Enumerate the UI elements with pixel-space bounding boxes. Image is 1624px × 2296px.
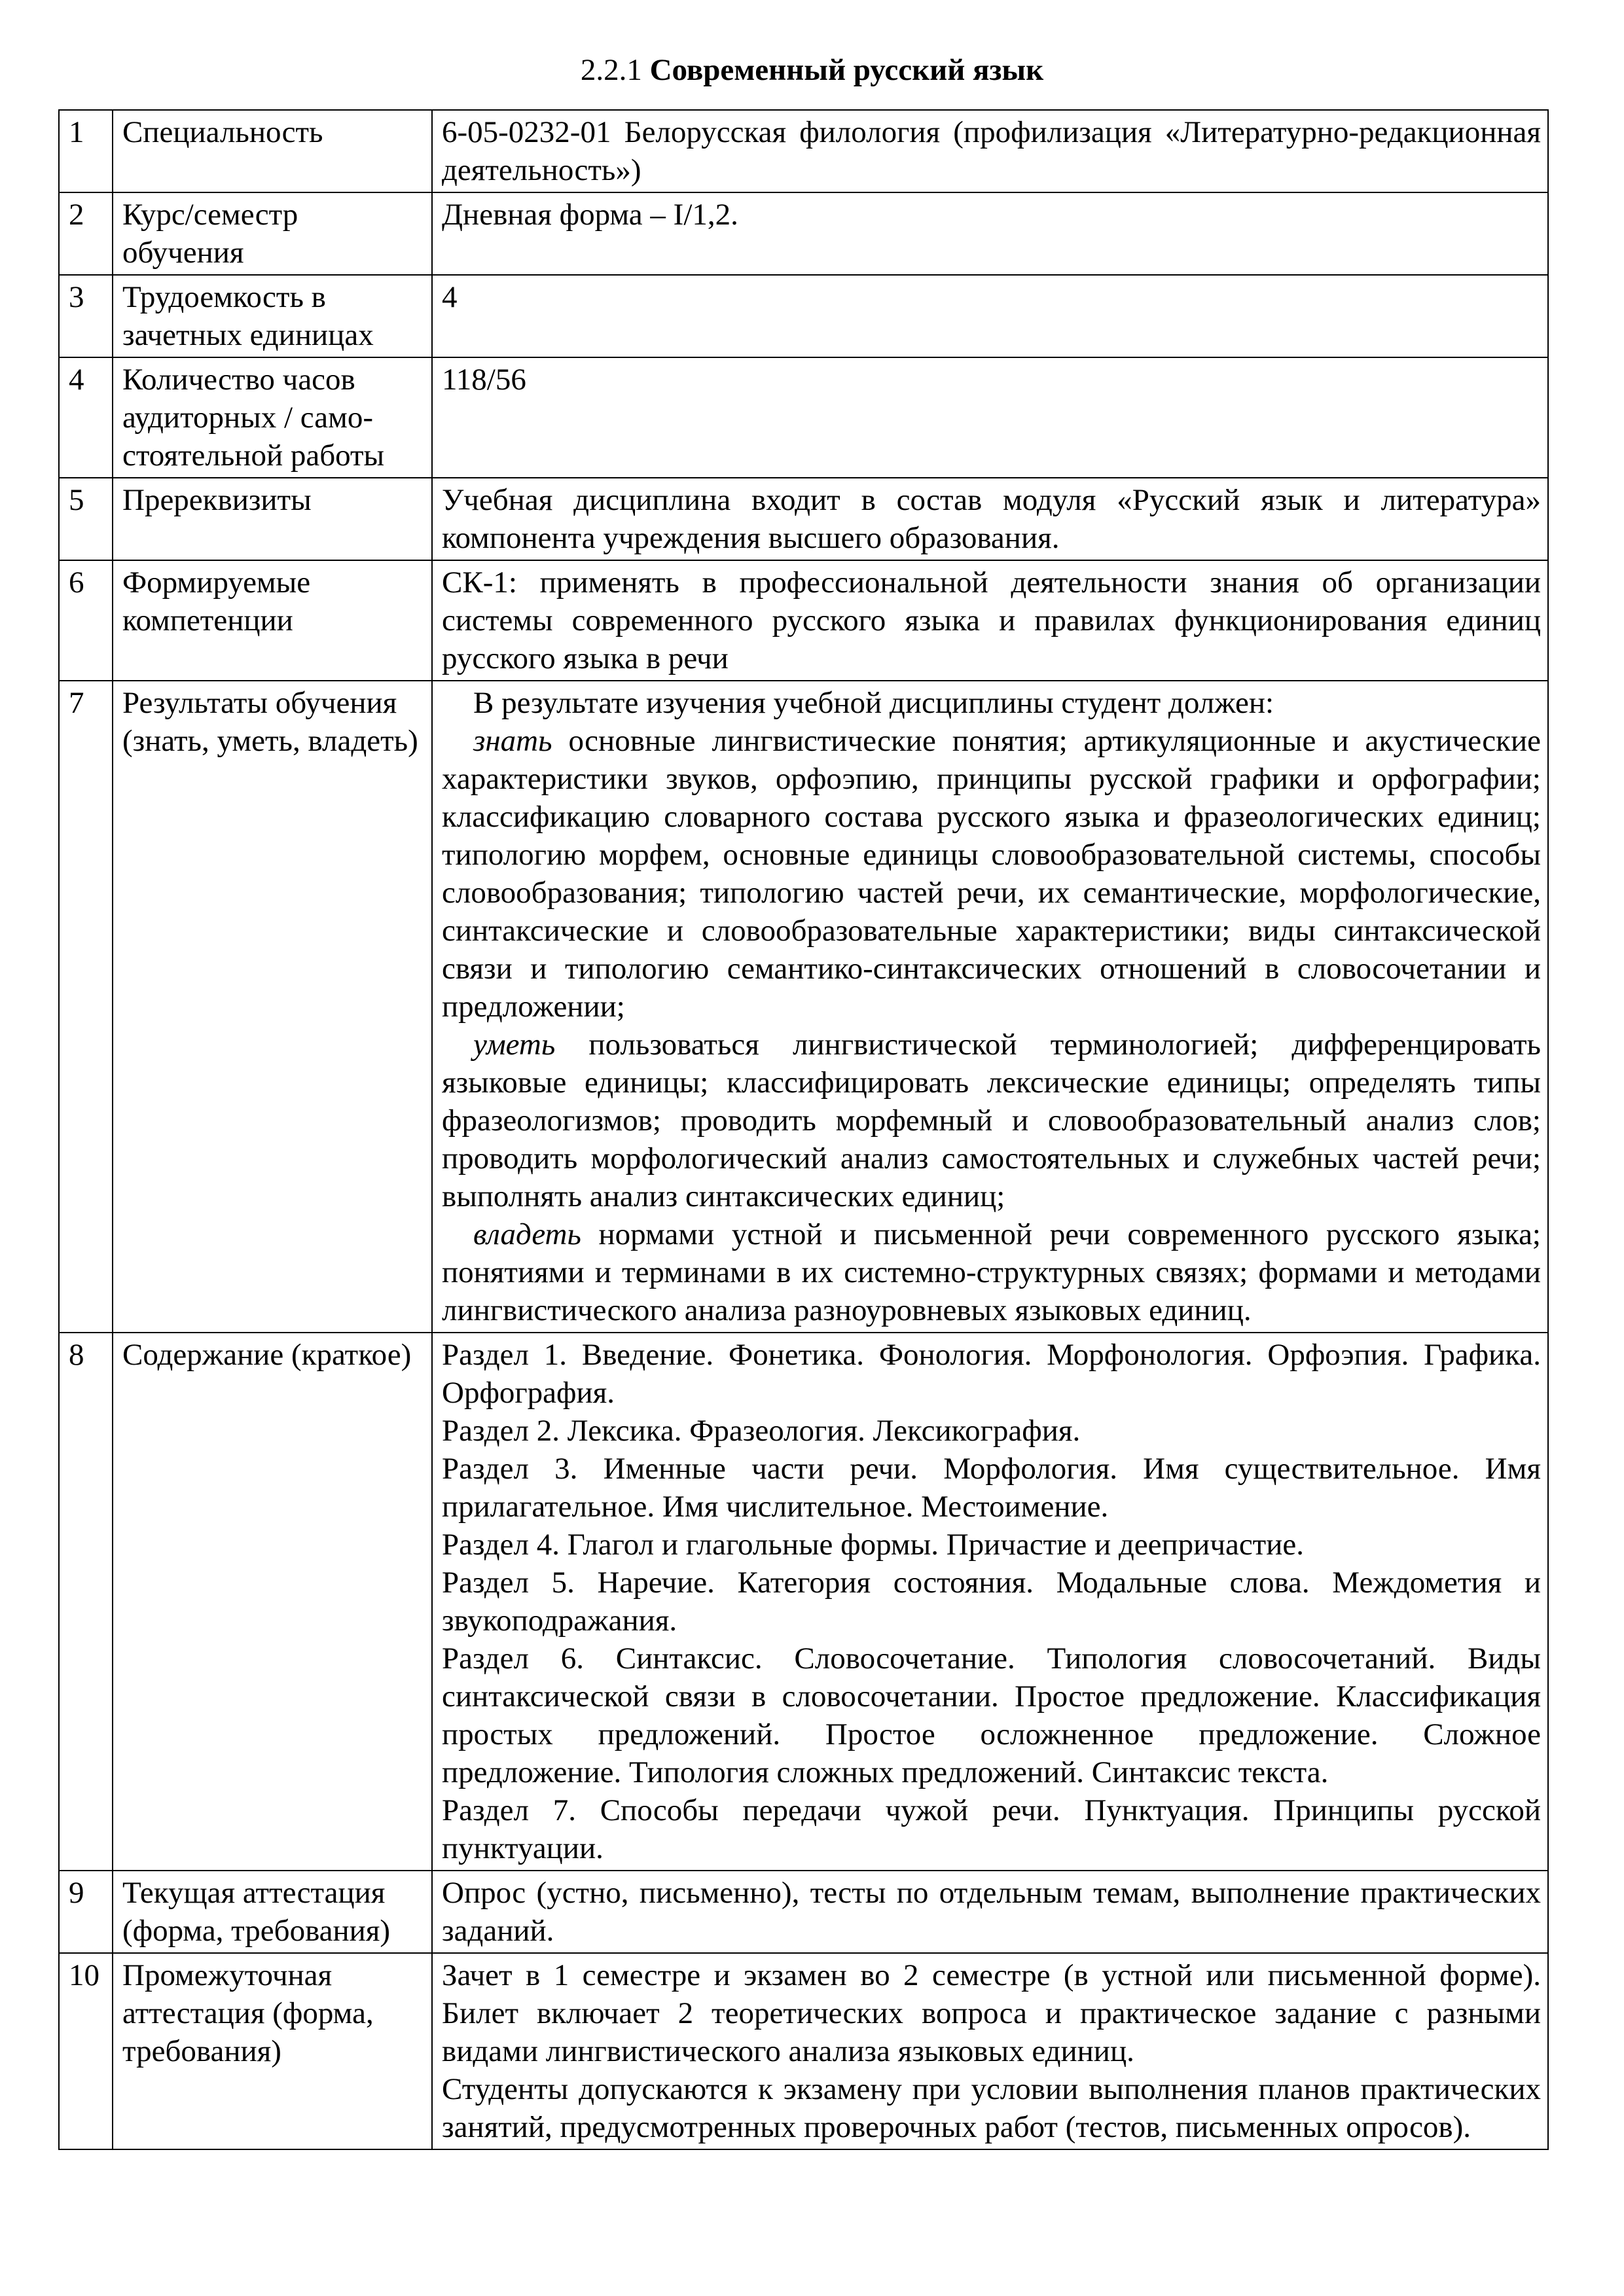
term-own: владеть xyxy=(473,1217,581,1251)
outcomes-own xyxy=(442,1215,1541,1329)
row-number: 4 xyxy=(59,357,113,478)
assessment-details xyxy=(432,1953,1548,2149)
row-content: 6-05-0232-01 Белорусская филология (профилизация «Литературно-редакционная деятельность») xyxy=(432,110,1548,192)
can-text: пользоваться лингвистической терминологией; дифференцировать языковые единицы; классифицировать лексические единицы; определять типы фразеологизмов; проводить морфемный и словообразовательный анализ слов; проводить морфологический анализ самостоятельных и служебных частей речи; выполнять анализ синтаксических единиц; xyxy=(442,1028,1541,1213)
row-label: Курс/семестр обучения xyxy=(113,192,432,275)
section-item: Раздел 1. Введение. Фонетика. Фонология. Морфонология. Орфоэпия. Графика. Орфография. xyxy=(442,1338,1541,1410)
learning-outcomes xyxy=(432,681,1548,1333)
outcomes-can xyxy=(442,1026,1541,1215)
term-can: уметь xyxy=(473,1028,556,1062)
table-row xyxy=(59,275,1548,357)
row-number: 9 xyxy=(59,1871,113,1953)
section-item: Раздел 6. Синтаксис. Словосочетание. Типология словосочетаний. Виды синтаксической связи в словосочетании. Простое предложение. Классификация простых предложений. Простое осложненное предложение. Сложное предложение. Типология сложных предложений. Синтаксис текста. xyxy=(442,1641,1541,1789)
section-item: Раздел 4. Глагол и глагольные формы. Причастие и деепричастие. xyxy=(442,1528,1304,1562)
term-know: знать xyxy=(473,724,552,758)
row-label: Трудоемкость в зачетных единицах xyxy=(113,275,432,357)
row-number: 6 xyxy=(59,560,113,681)
row-label: Промежуточная аттестация (форма, требования) xyxy=(113,1953,432,2149)
row-label: Формируемые компетенции xyxy=(113,560,432,681)
section-heading xyxy=(0,49,1624,91)
section-item: Раздел 5. Наречие. Категория состояния. Модальные слова. Междометия и звукоподражания. xyxy=(442,1566,1541,1638)
row-label: Количество часов аудиторных / само-стоятельной работы xyxy=(113,357,432,478)
section-item: Раздел 2. Лексика. Фразеология. Лексикография. xyxy=(442,1414,1081,1448)
table-row xyxy=(59,357,1548,478)
table-row xyxy=(59,478,1548,560)
row-label: Специальность xyxy=(113,110,432,192)
row-number: 3 xyxy=(59,275,113,357)
row-number: 1 xyxy=(59,110,113,192)
section-item: Раздел 3. Именные части речи. Морфология. Имя существительное. Имя прилагательное. Имя числительное. Местоимение. xyxy=(442,1452,1541,1524)
row-label: Текущая аттестация (форма, требования) xyxy=(113,1871,432,1953)
row-content: Опрос (устно, письменно), тесты по отдельным темам, выполнение практических заданий. xyxy=(432,1871,1548,1953)
row-content: Учебная дисциплина входит в состав модуля «Русский язык и литература» компонента учреждения высшего образования. xyxy=(432,478,1548,560)
table-row xyxy=(59,1871,1548,1953)
own-text: нормами устной и письменной речи современного русского языка; понятиями и терминами в их системно-структурных связях; формами и методами лингвистического анализа разноуровневых языковых единиц. xyxy=(442,1217,1541,1327)
table-row xyxy=(59,681,1548,1333)
row-number: 10 xyxy=(59,1953,113,2149)
assessment-paragraph: Зачет в 1 семестре и экзамен во 2 семестре (в устной или письменной форме). Билет включает 2 теоретических вопроса и практическое задание с разными видами лингвистического анализа языковых единиц. xyxy=(442,1958,1541,2068)
table-row xyxy=(59,1333,1548,1871)
row-number: 5 xyxy=(59,478,113,560)
row-label: Результаты обучения (знать, уметь, владеть) xyxy=(113,681,432,1333)
table-row xyxy=(59,192,1548,275)
know-text: основные лингвистические понятия; артикуляционные и акустические характеристики звуков, орфоэпию, принципы русской графики и орфографии; классификацию словарного состава русского языка и фразеологических единиц; типологию морфем, основные единицы словообразовательной системы, способы словообразования; типологию частей речи, их семантические, морфологические, синтаксические и словообразовательные характеристики; виды синтаксической связи и типологию семантико-синтаксических отношений в словосочетании и предложении; xyxy=(442,724,1541,1024)
row-label: Содержание (краткое) xyxy=(113,1333,432,1871)
row-number: 7 xyxy=(59,681,113,1333)
section-number: 2.2.1 xyxy=(580,53,642,87)
row-number: 8 xyxy=(59,1333,113,1871)
table-row xyxy=(59,110,1548,192)
discipline-spec-table xyxy=(58,109,1549,2150)
table-row xyxy=(59,1953,1548,2149)
table-row xyxy=(59,560,1548,681)
row-content: Дневная форма – I/1,2. xyxy=(432,192,1548,275)
row-content: 4 xyxy=(432,275,1548,357)
assessment-paragraph: Студенты допускаются к экзамену при условии выполнения планов практических занятий, предусмотренных проверочных работ (тестов, письменных опросов). xyxy=(442,2072,1541,2144)
outcomes-know xyxy=(442,722,1541,1026)
row-label: Пререквизиты xyxy=(113,478,432,560)
content-sections xyxy=(432,1333,1548,1871)
row-content: 118/56 xyxy=(432,357,1548,478)
row-number: 2 xyxy=(59,192,113,275)
section-title: Современный русский язык xyxy=(649,53,1044,87)
section-item: Раздел 7. Способы передачи чужой речи. Пунктуация. Принципы русской пунктуации. xyxy=(442,1793,1541,1865)
outcomes-intro: В результате изучения учебной дисциплины студент должен: xyxy=(473,686,1274,720)
row-content: СК-1: применять в профессиональной деятельности знания об организации системы современного русского языка и правилах функционирования единиц русского языка в речи xyxy=(432,560,1548,681)
